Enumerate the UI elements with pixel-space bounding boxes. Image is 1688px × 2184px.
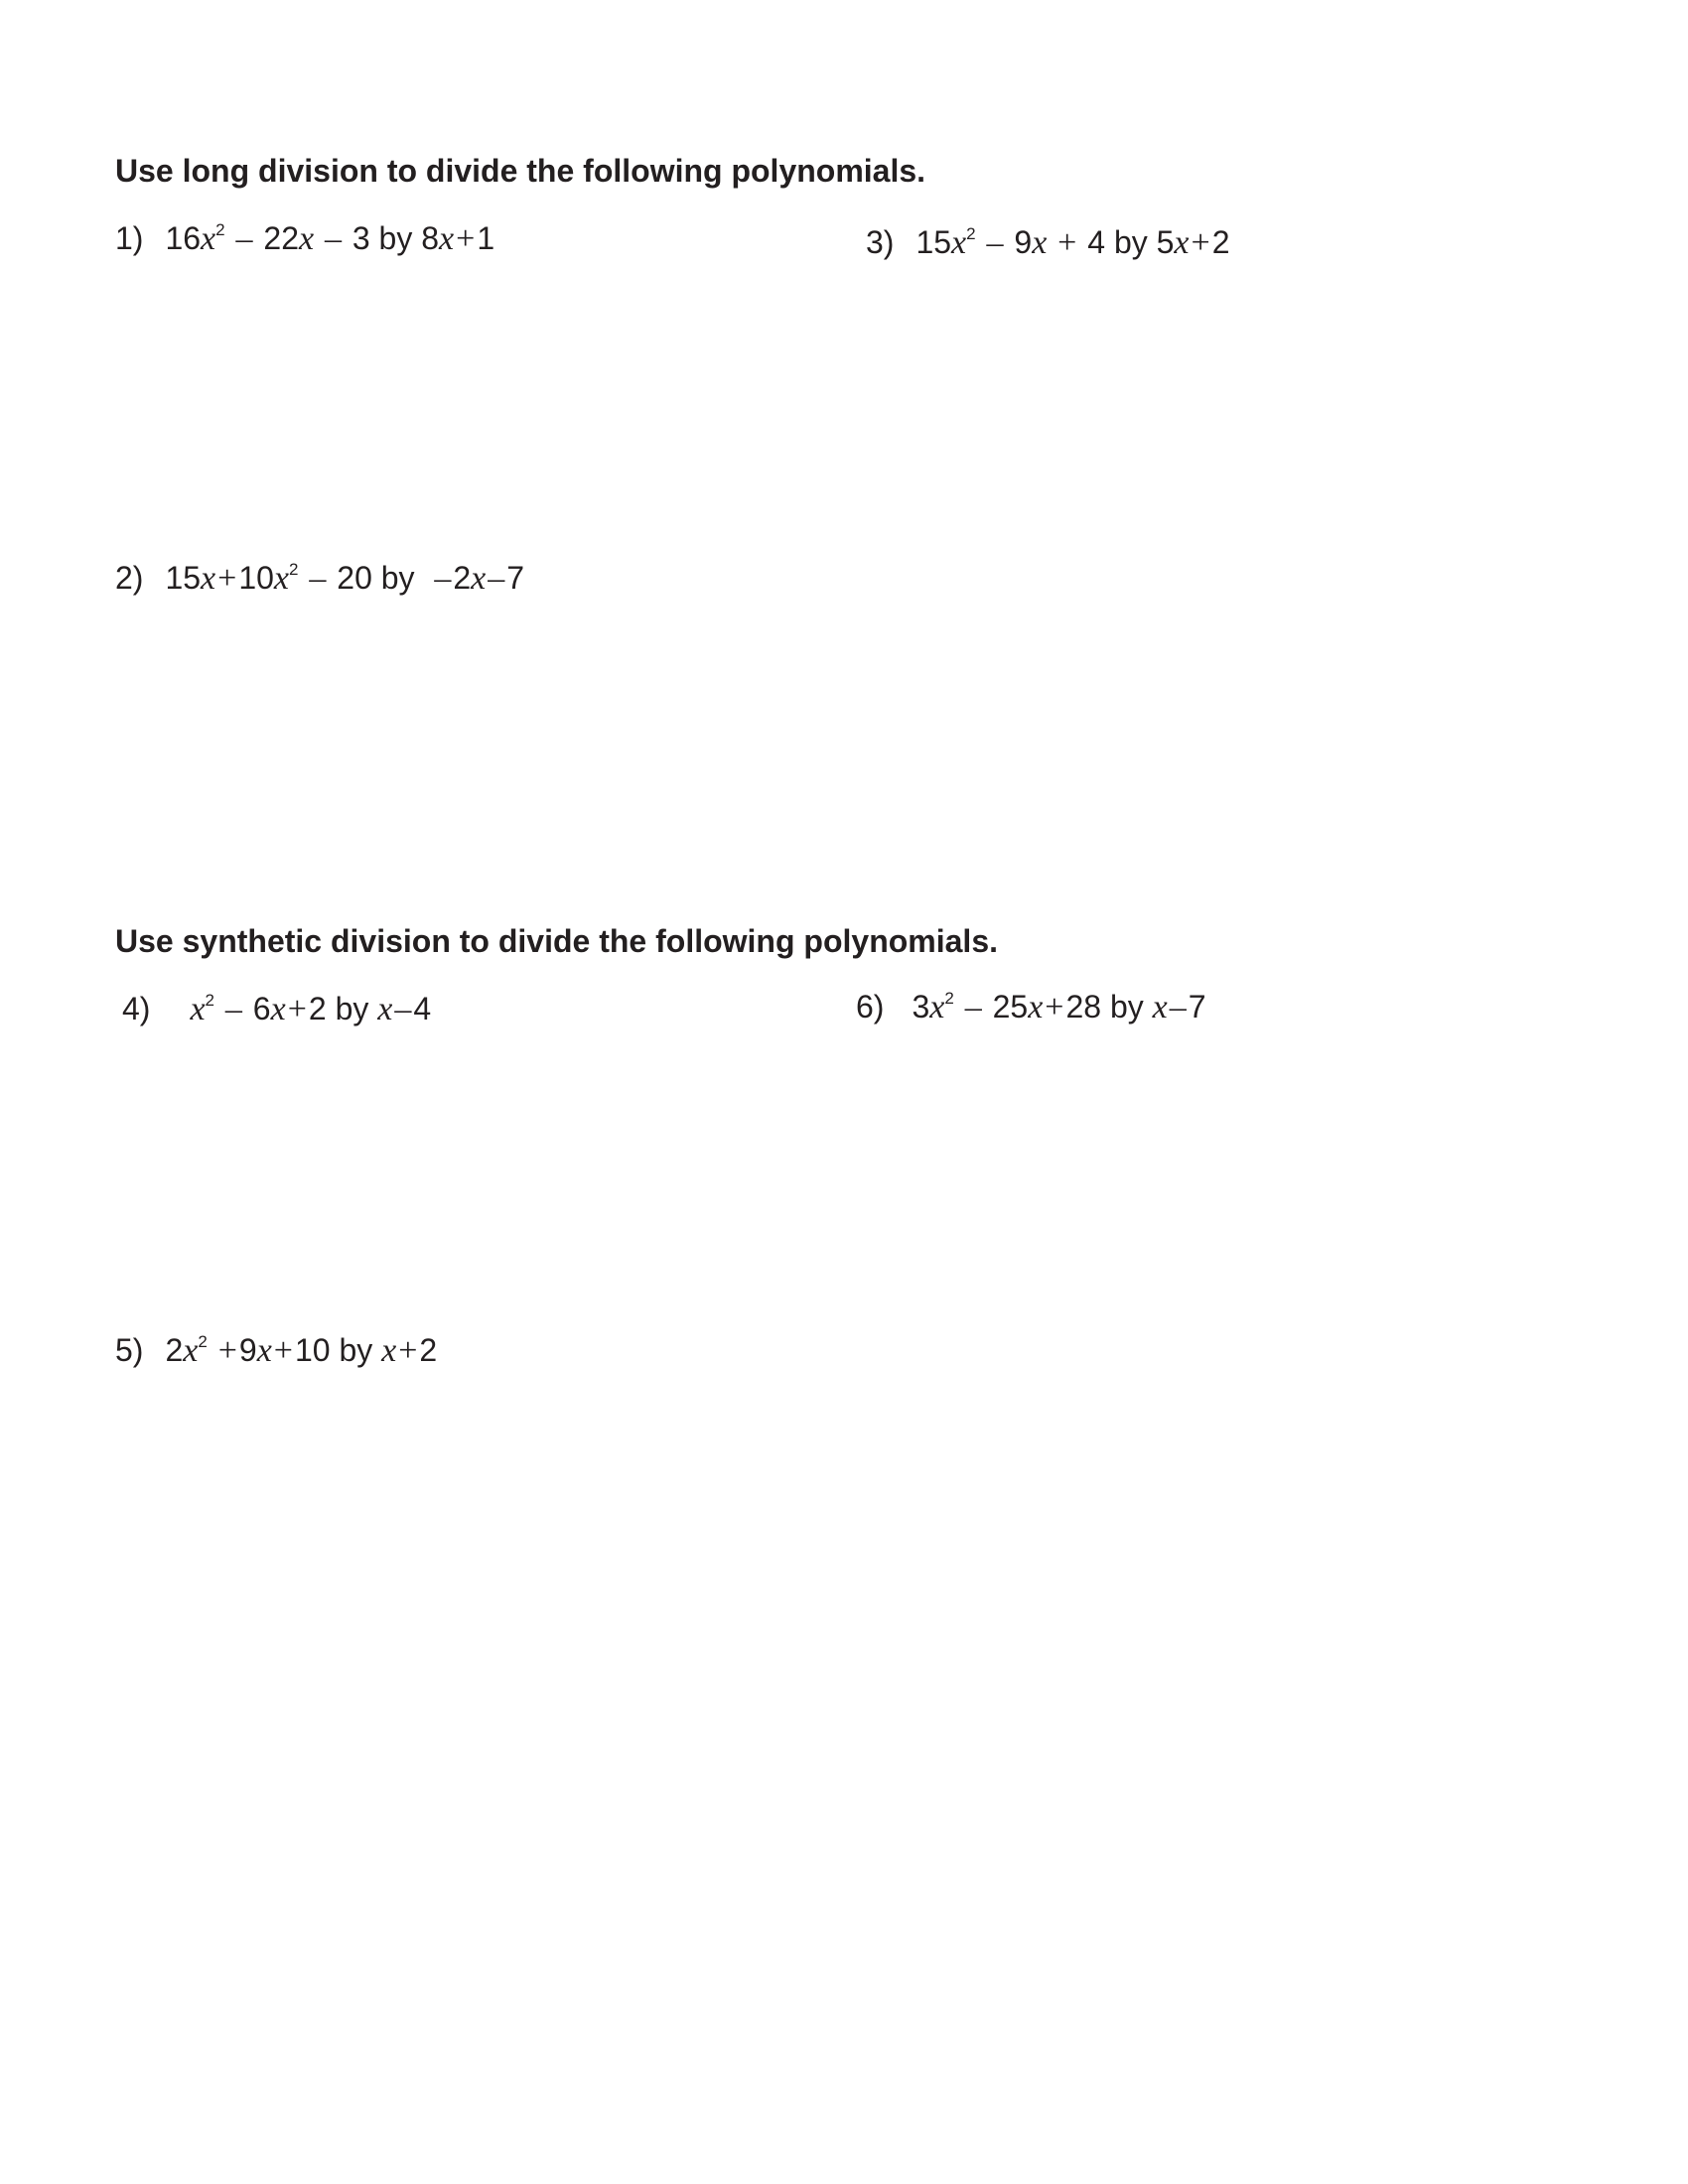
by-word: by [1109, 989, 1144, 1024]
constant: 2 [419, 1332, 438, 1368]
operator: + [1191, 224, 1210, 261]
coef: 10 [238, 560, 274, 596]
problem-6 [856, 989, 1206, 1026]
operator: – [964, 989, 982, 1025]
constant: 2 [308, 991, 327, 1026]
variable: x [1174, 224, 1190, 261]
variable: x [1032, 224, 1048, 261]
operator: + [217, 1332, 237, 1369]
operator: – [394, 991, 412, 1027]
problem-1 [115, 220, 494, 258]
operator: + [398, 1332, 418, 1369]
coef: 15 [915, 224, 952, 260]
exponent: 2 [215, 220, 225, 239]
variable: x [439, 220, 455, 257]
variable: x [298, 220, 315, 257]
coef: 2 [165, 1332, 184, 1368]
constant: 7 [506, 560, 525, 596]
by-word: by [378, 220, 413, 256]
coef: 8 [421, 220, 440, 256]
by-word: by [380, 560, 415, 596]
variable: x [951, 224, 967, 261]
variable: x [1152, 989, 1168, 1025]
variable: x [183, 1332, 199, 1369]
variable: x [270, 991, 286, 1027]
constant: 10 [294, 1332, 331, 1368]
coef: 6 [252, 991, 271, 1026]
operator: – [986, 224, 1004, 261]
problem-4 [122, 991, 431, 1028]
synthetic-division-heading: Use synthetic division to divide the following polynomials. [115, 923, 998, 959]
operator: – [488, 560, 505, 597]
operator: + [273, 1332, 293, 1369]
operator: – [235, 220, 253, 257]
by-word: by [339, 1332, 373, 1368]
by-word: by [335, 991, 369, 1026]
constant: 28 [1065, 989, 1102, 1024]
variable: x [273, 560, 290, 597]
operator: + [1057, 224, 1077, 261]
variable: x [377, 991, 393, 1027]
coef: 5 [1156, 224, 1175, 260]
exponent: 2 [205, 991, 215, 1010]
coef: 25 [992, 989, 1029, 1024]
problem-3 [866, 224, 1230, 262]
constant: 4 [413, 991, 432, 1026]
problem-number: 2) [115, 560, 144, 596]
problem-number: 4) [122, 991, 151, 1026]
problem-2 [115, 560, 524, 598]
variable: x [256, 1332, 272, 1369]
problem-5 [115, 1332, 437, 1370]
problem-number: 5) [115, 1332, 144, 1368]
variable: x [201, 220, 216, 257]
constant: 2 [1211, 224, 1230, 260]
coef: 9 [238, 1332, 257, 1368]
variable: x [1028, 989, 1044, 1025]
constant: 7 [1188, 989, 1206, 1024]
constant: 4 [1087, 224, 1106, 260]
variable: x [381, 1332, 397, 1369]
operator: – [324, 220, 342, 257]
constant: 20 [337, 560, 372, 596]
exponent: 2 [966, 224, 976, 243]
operator: – [1169, 989, 1187, 1025]
coef: 22 [263, 220, 299, 256]
problem-number: 3) [866, 224, 895, 260]
operator: + [1045, 989, 1064, 1025]
constant: 1 [477, 220, 495, 256]
by-word: by [1113, 224, 1148, 260]
problem-number: 1) [115, 220, 144, 256]
operator: + [287, 991, 307, 1027]
long-division-heading: Use long division to divide the following polynomials. [115, 153, 926, 189]
constant: 3 [352, 220, 370, 256]
variable: x [471, 560, 487, 597]
coef: 16 [165, 220, 202, 256]
variable: x [190, 991, 206, 1027]
coef: 2 [453, 560, 472, 596]
exponent: 2 [289, 560, 299, 579]
exponent: 2 [944, 989, 954, 1008]
problem-number: 6) [856, 989, 885, 1024]
coef: 9 [1014, 224, 1033, 260]
variable: x [201, 560, 216, 597]
coef: 3 [912, 989, 930, 1024]
operator: + [217, 560, 237, 597]
operator: – [434, 560, 452, 597]
coef: 15 [165, 560, 202, 596]
exponent: 2 [198, 1332, 208, 1351]
variable: x [929, 989, 945, 1025]
operator: – [309, 560, 327, 597]
operator: – [224, 991, 242, 1027]
operator: + [456, 220, 476, 257]
